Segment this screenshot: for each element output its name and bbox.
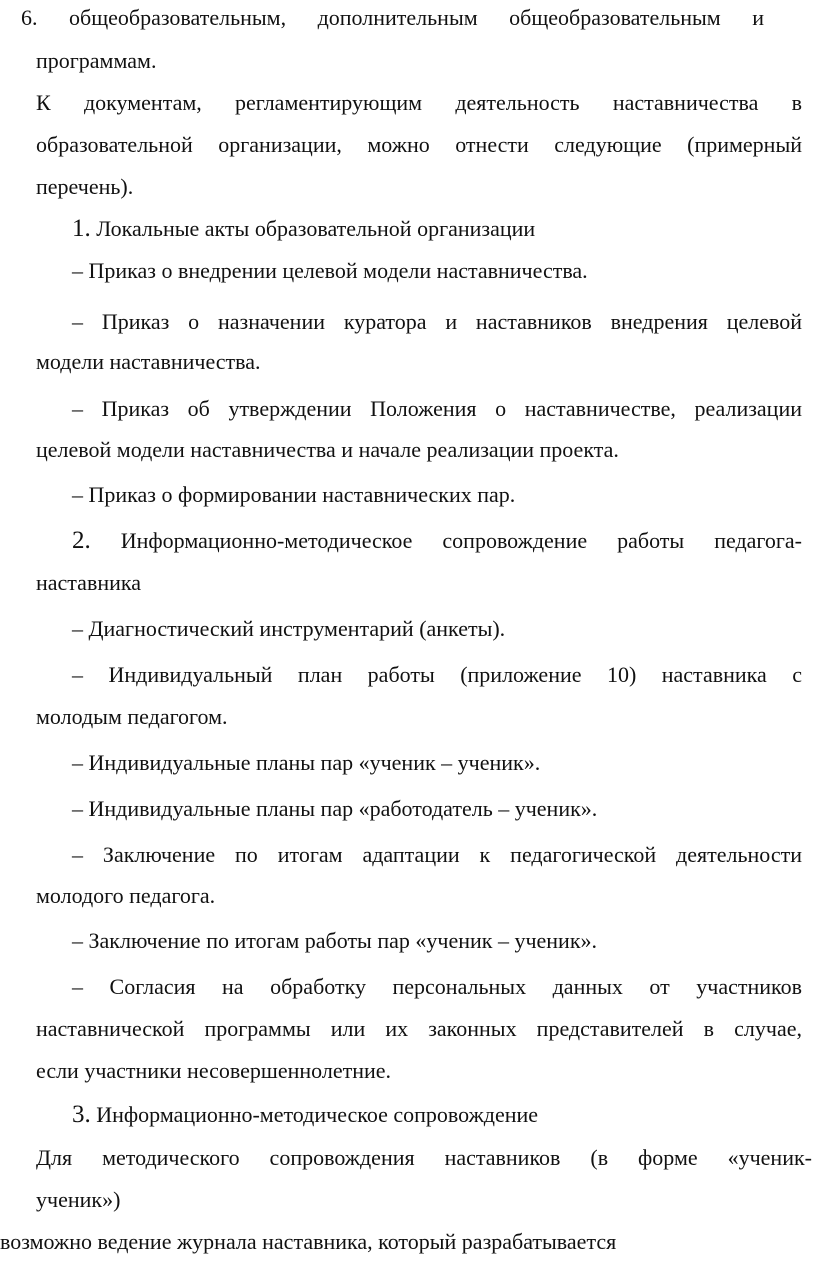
text-line-24: наставнической программы или их законных представителей в случае, [36, 1016, 802, 1041]
text-line-21: молодого педагога. [36, 883, 216, 908]
section-number-2: 2. [72, 527, 91, 554]
text-line-27: Для методического сопровождения наставников (в форме «ученик- [36, 1145, 812, 1170]
text-line-15: – Диагностический инструментарий (анкеты). [72, 616, 506, 641]
text-line-17: молодым педагогом. [36, 704, 228, 729]
text-line-22: – Заключение по итогам работы пар «ученик – ученик». [72, 928, 598, 953]
text-line-4: образовательной организации, можно отнести следующие (примерный [36, 132, 802, 157]
text-line-23: – Согласия на обработку персональных данных от участников [72, 974, 802, 999]
text-line-20: – Заключение по итогам адаптации к педагогической деятельности [72, 842, 802, 867]
text-line-14: наставника [36, 570, 142, 595]
text-line-5: перечень). [36, 174, 134, 199]
text-line-29: возможно ведение журнала наставника, который разрабатывается [0, 1229, 617, 1254]
text-line-28: ученик») [36, 1187, 121, 1212]
section-number-1: 1. [72, 215, 91, 242]
section-heading-2 [72, 528, 802, 554]
section-title-3: Информационно-методическое сопровождение [96, 1102, 539, 1127]
text-line-3: К документам, регламентирующим деятельность наставничества в [36, 90, 802, 115]
text-line-25: если участники несовершеннолетние. [36, 1058, 392, 1083]
text-line-11: целевой модели наставничества и начале реализации проекта. [36, 437, 619, 462]
text-line-2: программам. [36, 48, 157, 73]
text-line-9: модели наставничества. [36, 349, 261, 374]
text-line-19: – Индивидуальные планы пар «работодатель – ученик». [72, 796, 598, 821]
section-heading-3 [72, 1102, 538, 1128]
text-line-1: 6. общеобразовательным, дополнительным общеобразовательным и [21, 5, 764, 30]
section-title-1: Локальные акты образовательной организации [96, 216, 536, 241]
text-line-10: – Приказ об утверждении Положения о наставничестве, реализации [72, 396, 802, 421]
section-heading-1 [72, 216, 535, 242]
text-line-8: – Приказ о назначении куратора и наставников внедрения целевой [72, 309, 802, 334]
section-title-2: Информационно-методическое сопровождение работы педагога- [120, 528, 802, 553]
section-number-3: 3. [72, 1101, 91, 1128]
text-line-18: – Индивидуальные планы пар «ученик – ученик». [72, 750, 541, 775]
text-line-12: – Приказ о формировании наставнических пар. [72, 482, 516, 507]
text-line-16: – Индивидуальный план работы (приложение 10) наставника с [72, 662, 802, 687]
text-line-7: – Приказ о внедрении целевой модели наставничества. [72, 258, 588, 283]
